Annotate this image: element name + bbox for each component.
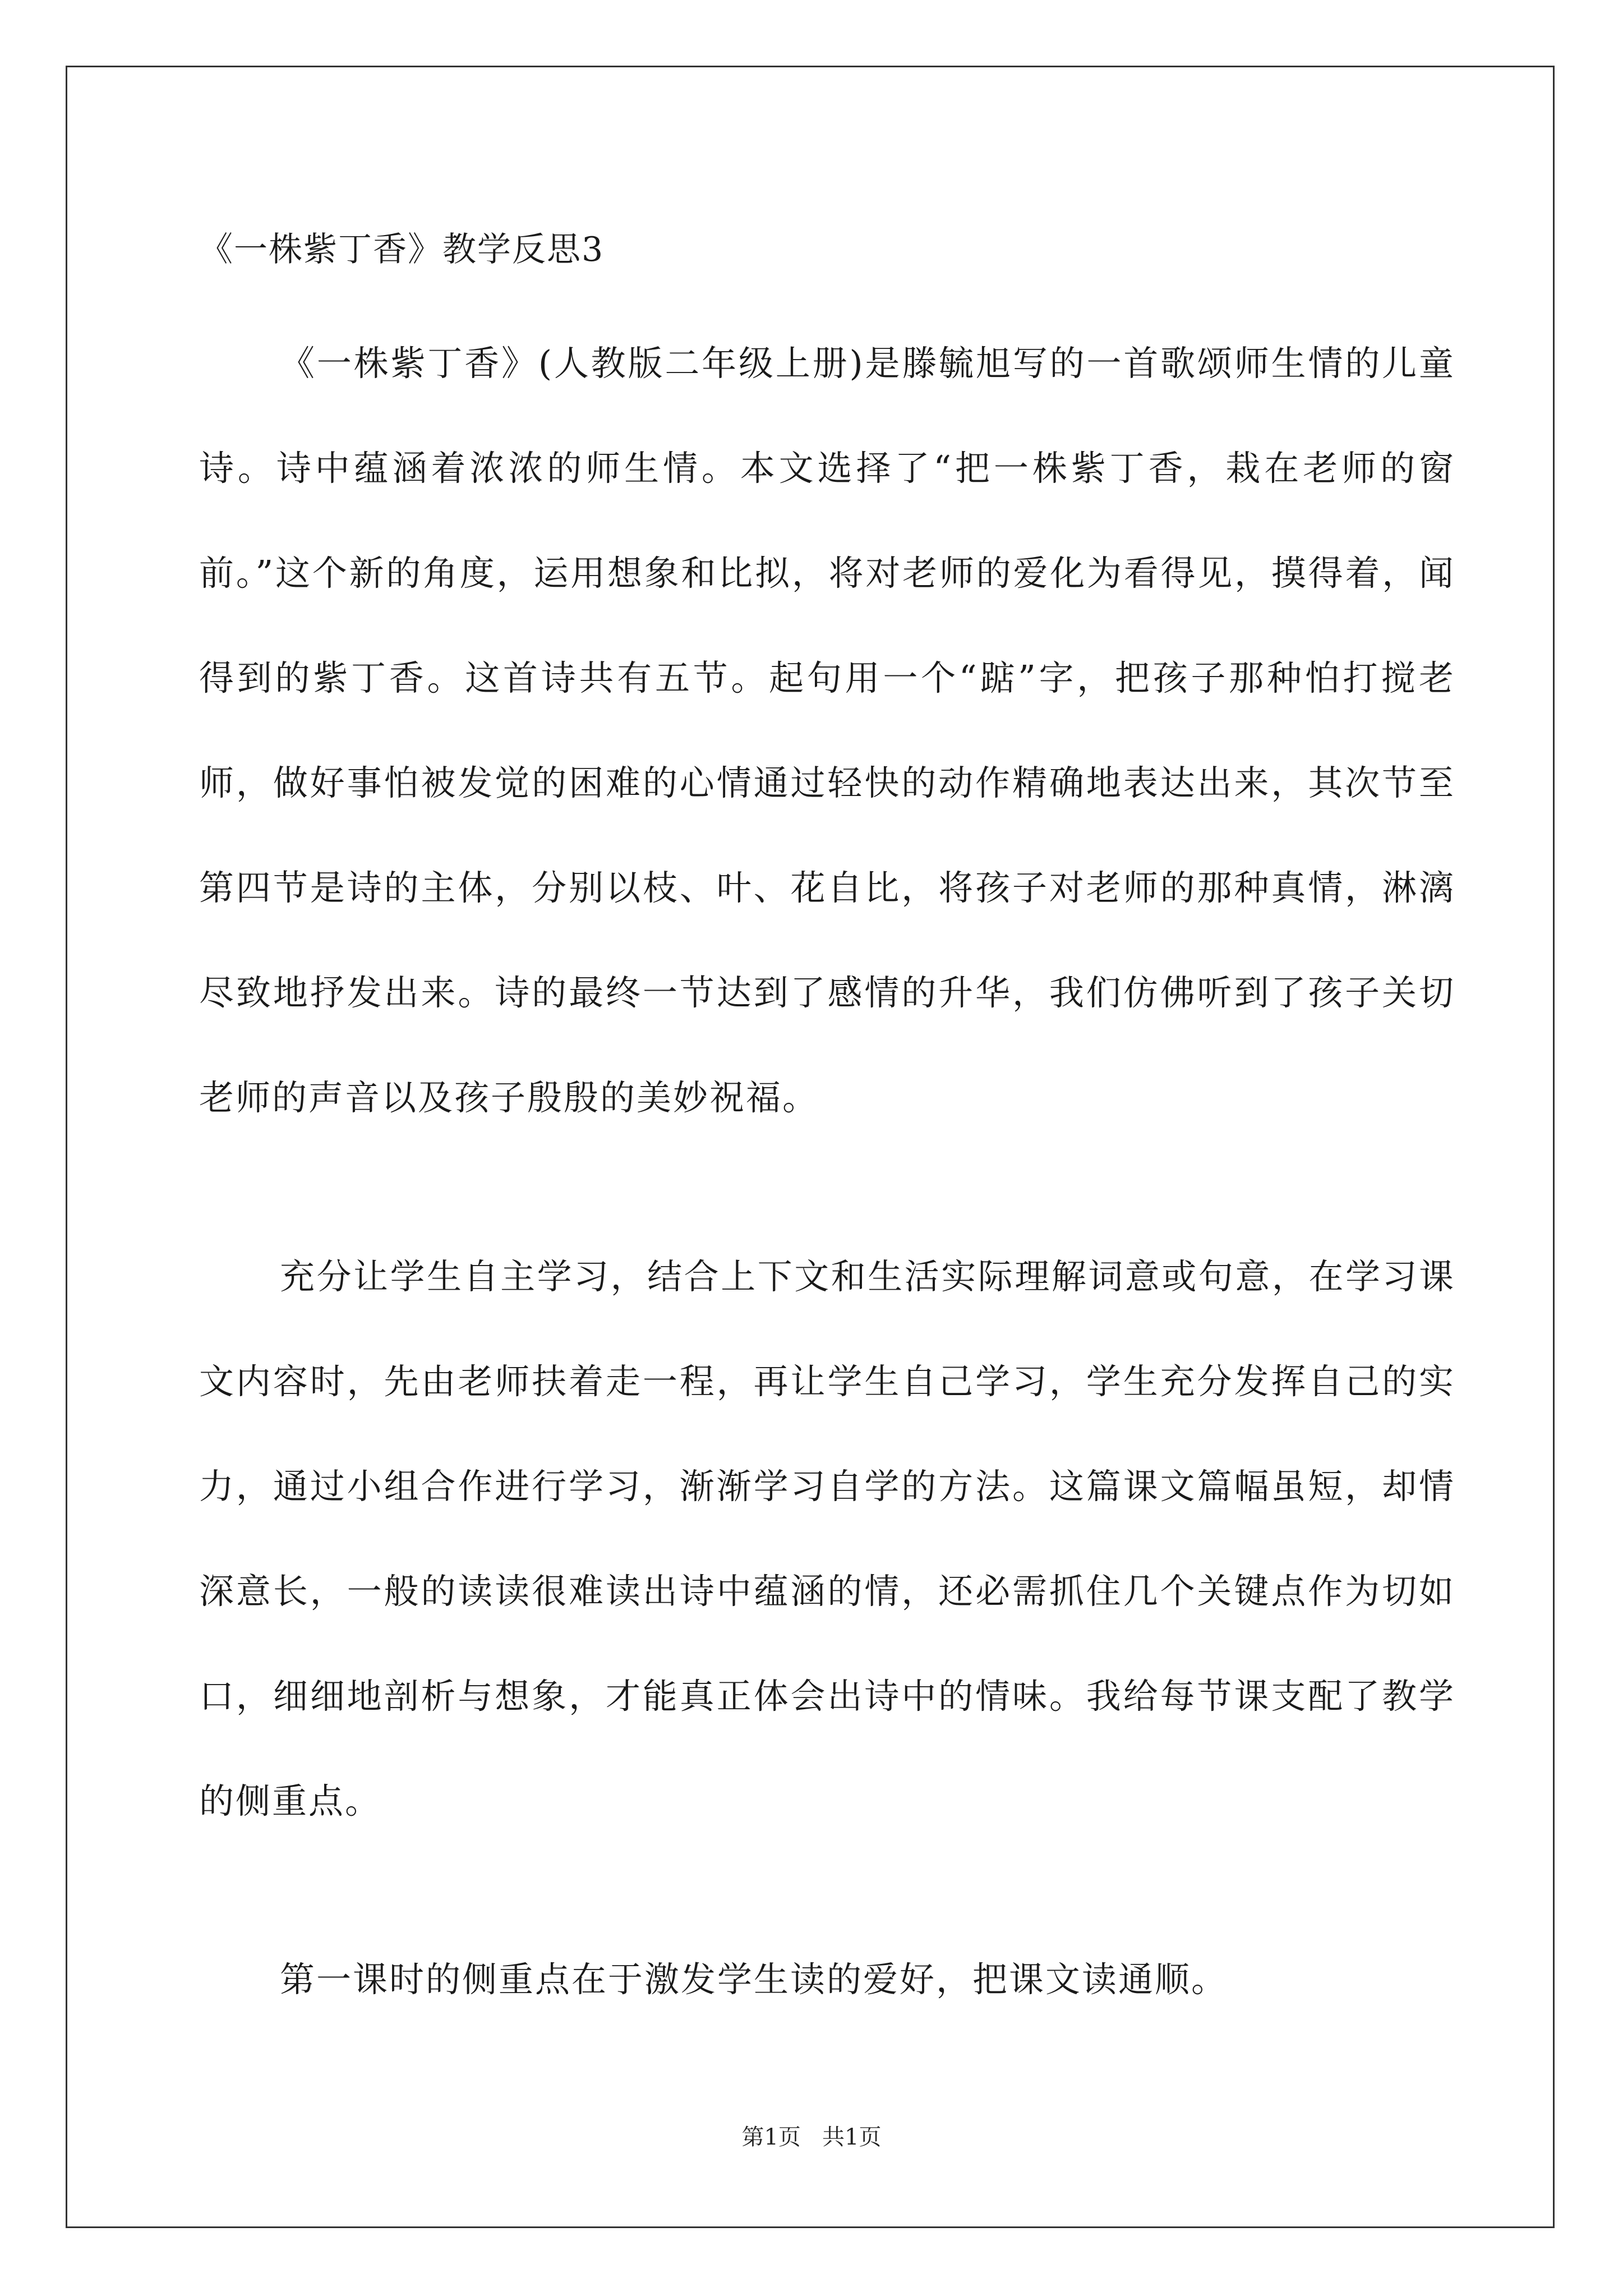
paragraph-1: 《一株紫丁香》(人教版二年级上册)是滕毓旭写的一首歌颂师生情的儿童诗。诗中蕴涵着浓浓的师生情。本文选择了“把一株紫丁香，栽在老师的窗前。”这个新的角度，运用想象和比拟，将对老师的爱化为看得见，摸得着，闻得到的紫丁香。这首诗共有五节。起句用一个“踮”字，把孩子那种怕打搅老师，做好事怕被发觉的困难的心情通过轻快的动作精确地表达出来，其次节至第四节是诗的主体，分别以枝、叶、花自比，将孩子对老师的那种真情，淋漓尽致地抒发出来。诗的最终一节达到了感情的升华，我们仿佛听到了孩子关切老师的声音以及孩子殷殷的美妙祝福。 (199, 343, 1455, 1118)
paragraph-3: 第一课时的侧重点在于激发学生读的爱好，把课文读通顺。 (280, 1959, 1228, 2000)
page-footer: 第1页 共1页 (741, 2124, 882, 2150)
document-title: 《一株紫丁香》教学反思3 (199, 230, 605, 269)
paragraph-2: 充分让学生自主学习，结合上下文和生活实际理解词意或句意，在学习课文内容时，先由老师扶着走一程，再让学生自己学习，学生充分发挥自己的实力，通过小组合作进行学习，渐渐学习自学的方法。这篇课文篇幅虽短，却情深意长，一般的读读很难读出诗中蕴涵的情，还必需抓住几个关键点作为切如口，细细地剖析与想象，才能真正体会出诗中的情味。我给每节课支配了教学的侧重点。 (199, 1256, 1455, 1821)
